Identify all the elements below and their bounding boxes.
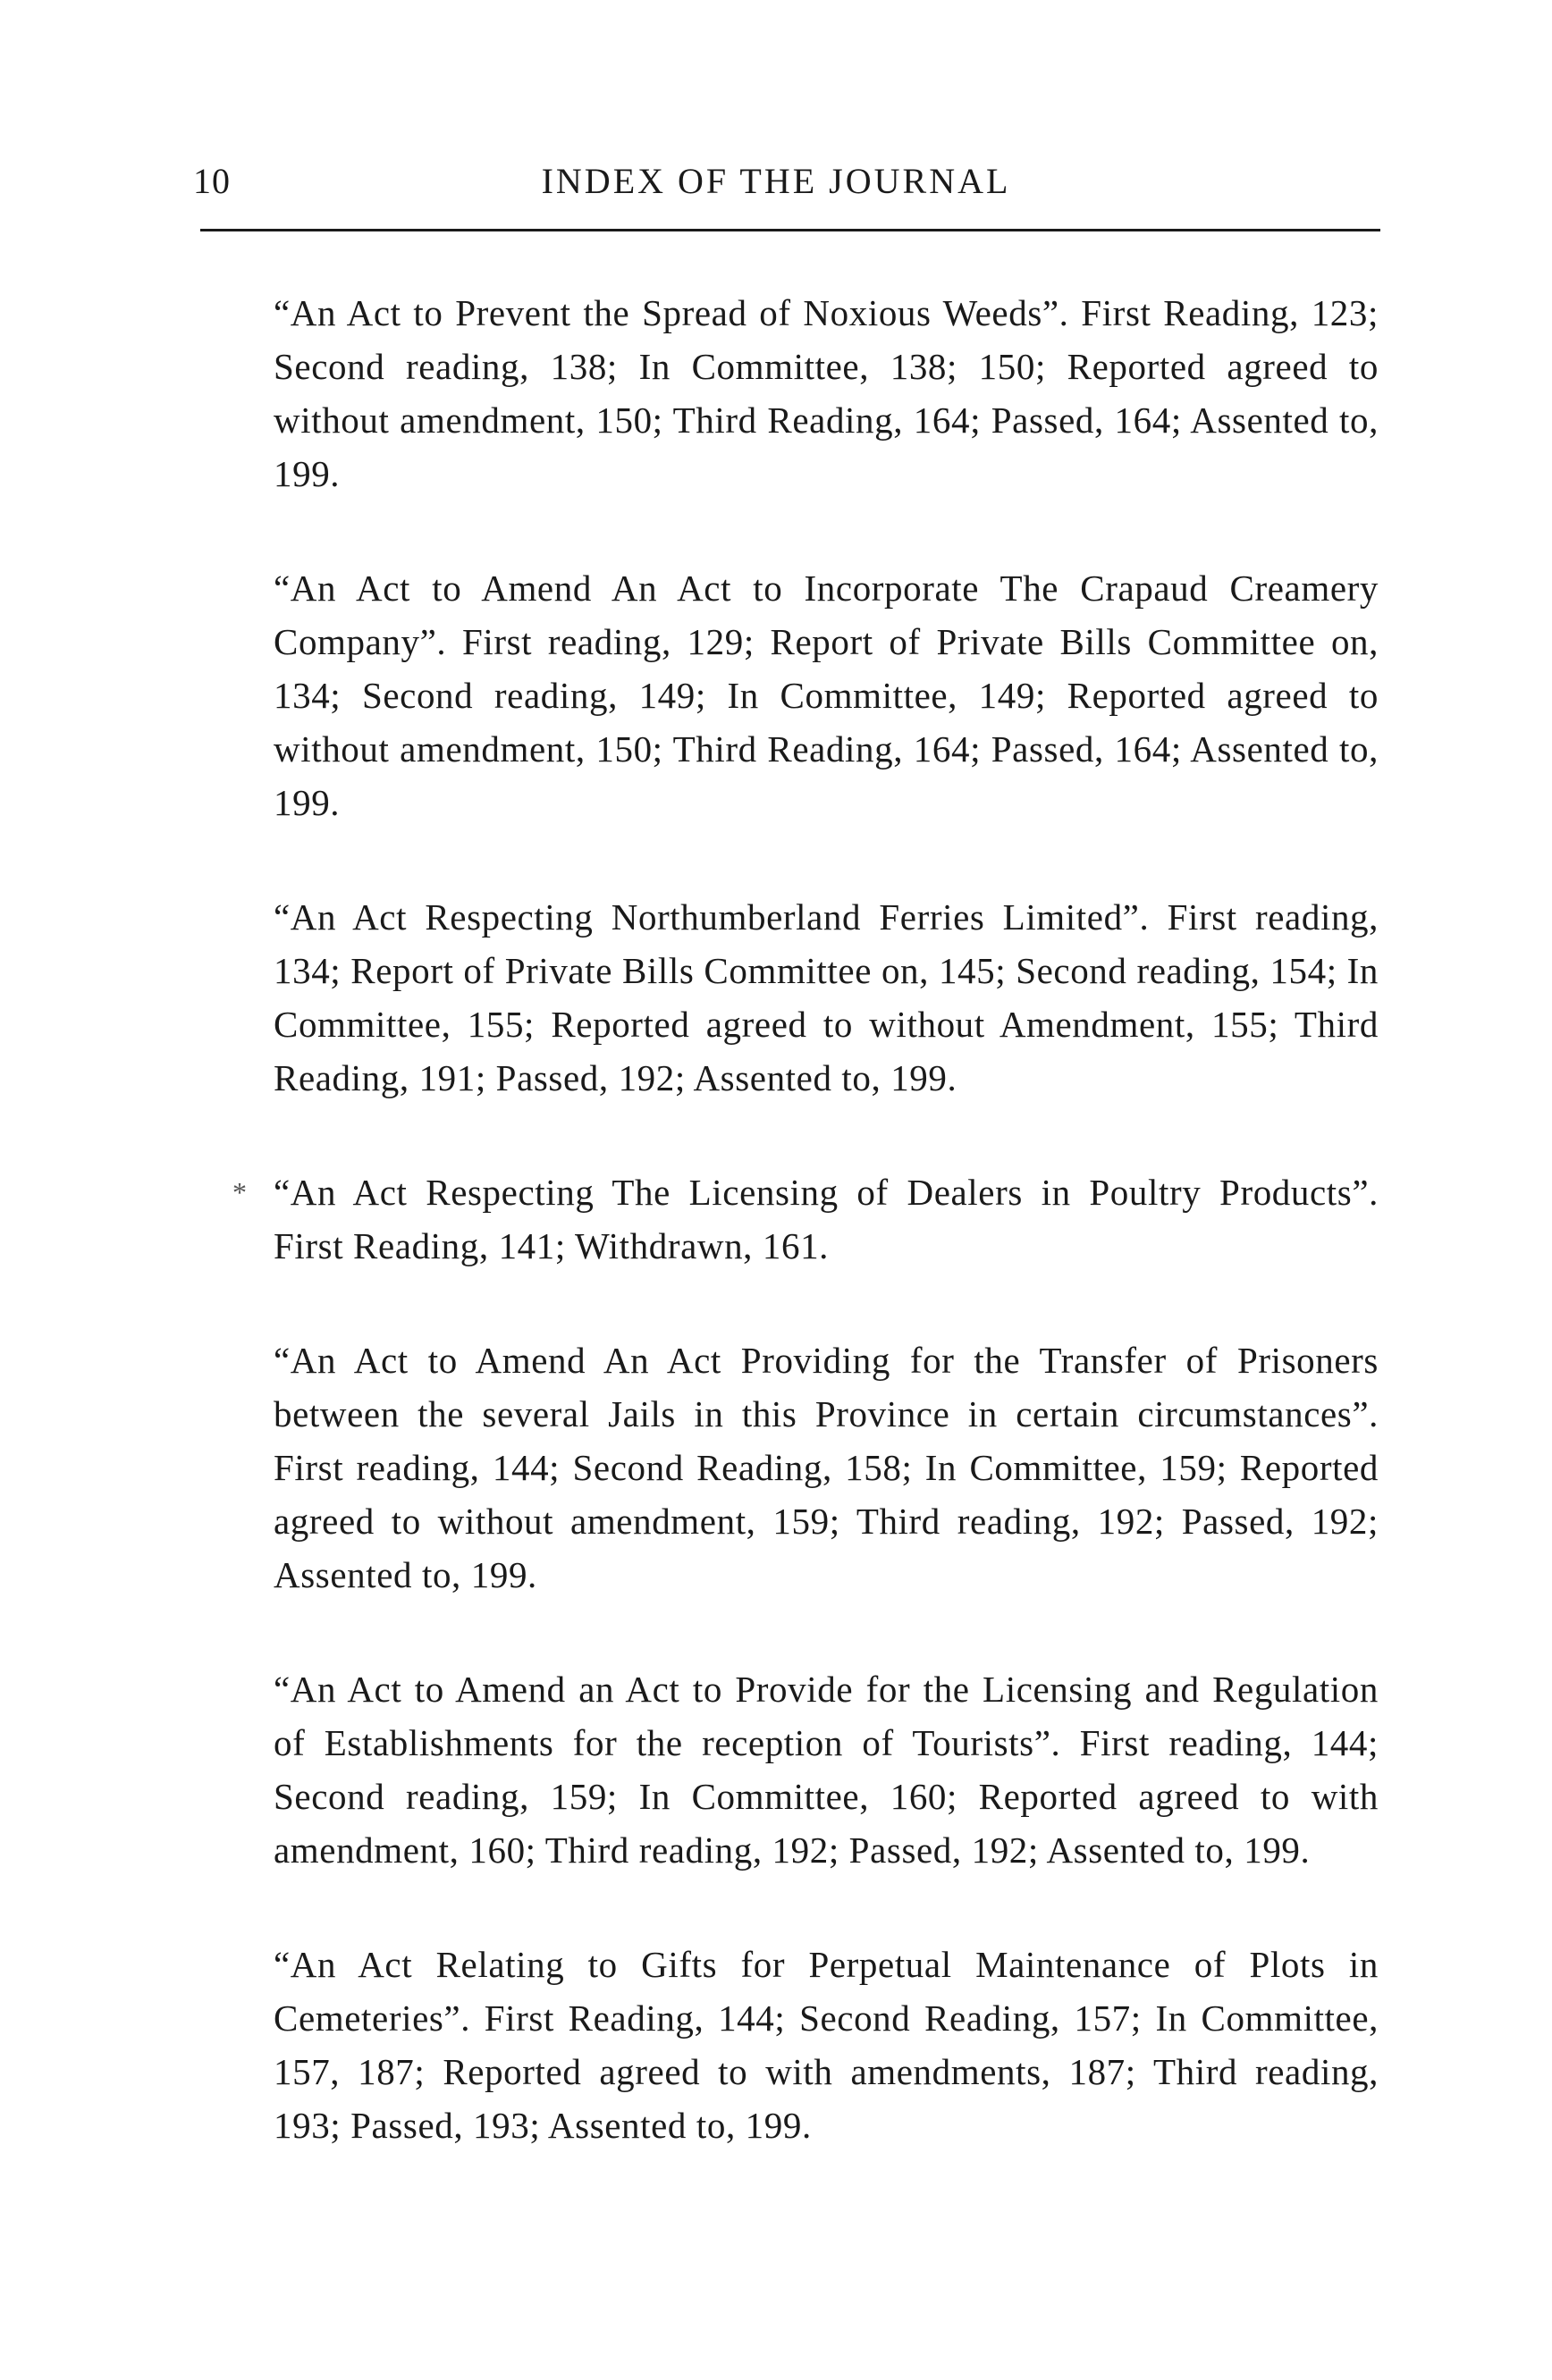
- entry-text: “An Act to Prevent the Spread of Noxious Weeds”. First Reading, 123; Second reading, 138; In Committee, 138; 150; Reported agreed to without amendment, 150; Third Reading, 164; Passed, 164; Assented to, 199.: [274, 292, 1379, 494]
- entry-text: “An Act Relating to Gifts for Perpetual Maintenance of Plots in Cemeteries”. First Reading, 144; Second Reading, 157; In Committee, 157, 187; Reported agreed to with amendments, 187; Third reading, 193; Passed, 193; Assented to, 199.: [274, 1944, 1379, 2146]
- entry-text: “An Act Respecting The Licensing of Dealers in Poultry Products”. First Reading, 141; Withdrawn, 161.: [274, 1172, 1379, 1266]
- page-number: 10: [193, 161, 231, 201]
- index-entry: [274, 890, 1379, 1105]
- index-entries: [232, 286, 1379, 2152]
- header-rule: [200, 229, 1380, 231]
- index-entry: [274, 1938, 1379, 2152]
- running-title: INDEX OF THE JOURNAL: [541, 161, 1011, 201]
- entry-text: “An Act Respecting Northumberland Ferries Limited”. First reading, 134; Report of Private Bills Committee on, 145; Second reading, 154; In Committee, 155; Reported agreed to without Amendment, 155; Third Reading, 191; Passed, 192; Assented to, 199.: [274, 896, 1379, 1098]
- entry-text: “An Act to Amend an Act to Provide for the Licensing and Regulation of Establishments for the reception of Tourists”. First reading, 144; Second reading, 159; In Committee, 160; Reported agreed to with amendment, 160; Third reading, 192; Passed, 192; Assented to, 199.: [274, 1669, 1379, 1871]
- index-entry: [274, 1662, 1379, 1877]
- entry-text: “An Act to Amend An Act Providing for the Transfer of Prisoners between the several Jails in this Province in certain circumstances”. First reading, 144; Second Reading, 158; In Committee, 159; Reported agreed to without amendment, 159; Third reading, 192; Passed, 192; Assented to, 199.: [274, 1340, 1379, 1595]
- asterisk-marker: *: [232, 1176, 248, 1208]
- index-entry: [274, 1333, 1379, 1602]
- entry-text: “An Act to Amend An Act to Incorporate The Crapaud Creamery Company”. First reading, 129; Report of Private Bills Committee on, 134; Second reading, 149; In Committee, 149; Reported agreed to without amendment, 150; Third Reading, 164; Passed, 164; Assented to, 199.: [274, 568, 1379, 823]
- index-entry: [232, 1165, 1379, 1273]
- index-entry: [274, 561, 1379, 829]
- index-entry: [274, 286, 1379, 500]
